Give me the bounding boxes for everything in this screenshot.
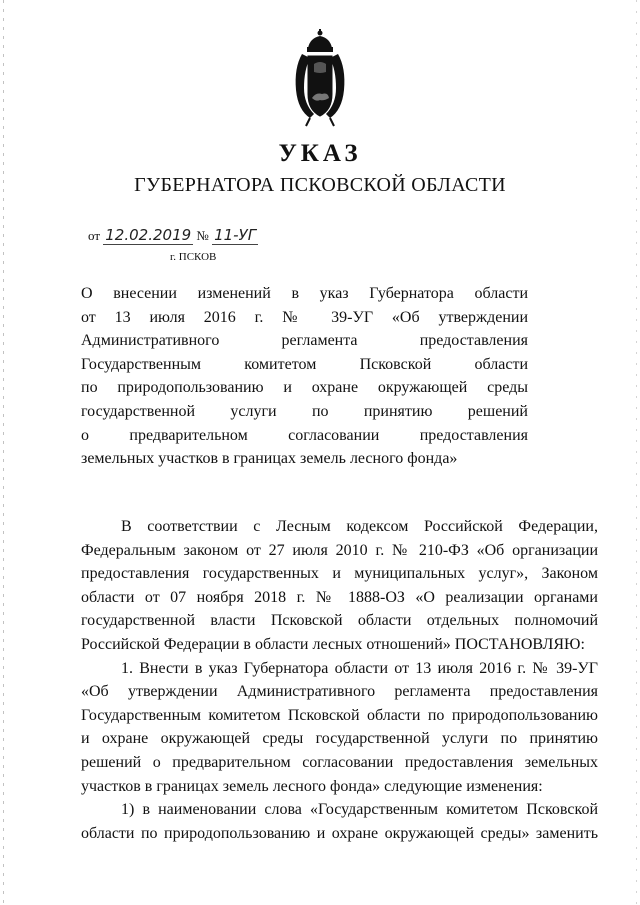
city-label: г. ПСКОВ [170,251,217,263]
document-subtitle: ГУБЕРНАТОРА ПСКОВСКОЙ ОБЛАСТИ [134,174,506,196]
scan-edge-right [636,0,637,905]
body-line: 1. Внести в указ Губернатора области от 13 июля 2016 г. № 39-УГ [121,659,598,677]
subject-line: по природопользованию и охране окружающей среды [81,379,528,397]
document-title: УКАЗ [278,140,362,167]
body-line: 1) в наименовании слова «Государственным комитетом Псковской [121,801,598,819]
body-line: Государственным комитетом Псковской области по природопользованию [81,706,598,724]
coat-of-arms-emblem [280,28,360,128]
body-text [81,515,598,845]
handwritten-date: 12.02.2019 [105,226,192,244]
number-label: № [196,228,209,243]
body-line: «Об утверждении Административного регламента предоставления [81,683,598,701]
subject-line: от 13 июля 2016 г. № 39-УГ «Об утверждении [81,308,528,326]
subject-block [81,282,528,471]
subject-line: земельных участков в границах земель лесного фонда» [81,450,458,468]
from-label: от [88,228,101,243]
body-line: участков в границах земель лесного фонда» следующие изменения: [81,777,543,795]
body-line: и охране окружающей среды государственной услуги по принятию [81,730,598,748]
body-line: Федеральным законом от 27 июля 2010 г. № 210-ФЗ «Об организации [81,541,598,559]
body-line: В соответствии с Лесным кодексом Российской Федерации, [121,518,598,535]
body-line: Российской Федерации в области лесных отношений» ПОСТАНОВЛЯЮ: [81,635,585,653]
handwritten-number: 11-УГ [214,226,257,244]
subject-line: Административного регламента предоставления [81,332,528,350]
subject-line: государственной услуги по принятию решений [81,402,528,420]
body-line: области от 07 ноября 2018 г. № 1888-ОЗ «О реализации органами [81,588,598,606]
subject-line: О внесении изменений в указ Губернатора области [81,285,528,302]
body-line: решений о предварительном согласовании предоставления земельных [81,753,598,771]
scan-edge-left [3,0,4,905]
dateline [88,226,258,244]
subject-line: о предварительном согласовании предоставления [81,426,528,444]
subject-line: Государственным комитетом Псковской области [81,355,528,373]
body-line: области по природопользованию и охране окружающей среды» заменить [81,824,598,842]
body-line: предоставления государственных и муниципальных услуг», Законом [81,565,598,583]
body-line: государственной власти Псковской области отдельных полномочий [81,612,598,630]
